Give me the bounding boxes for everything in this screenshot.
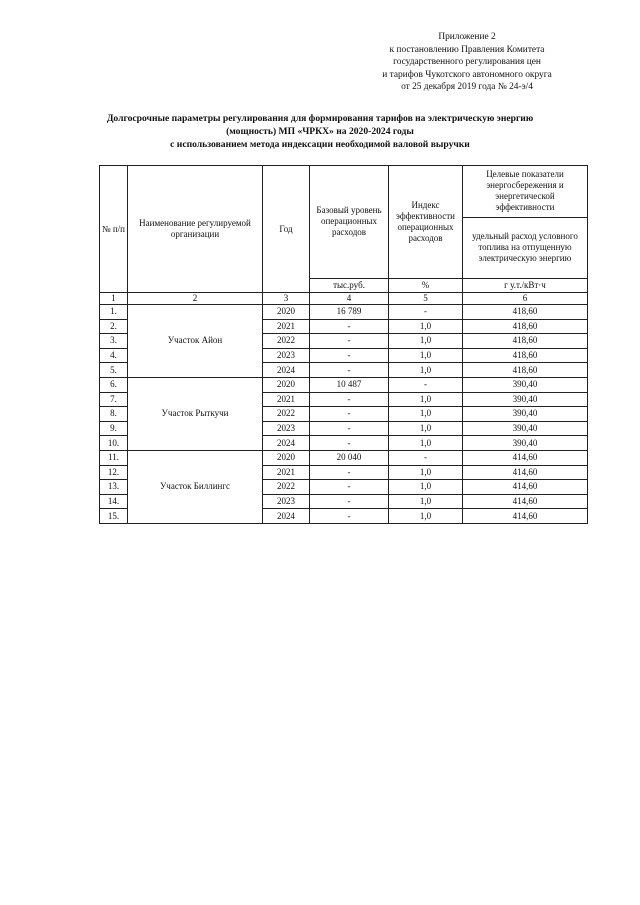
row-number: 9. (100, 421, 128, 436)
row-base: 16 789 (310, 305, 389, 320)
row-base: - (310, 319, 389, 334)
annex-line: Приложение 2 (438, 32, 496, 42)
row-index: 1,0 (389, 348, 463, 363)
row-value: 414,60 (463, 465, 588, 480)
row-base: - (310, 480, 389, 495)
row-value: 418,60 (463, 319, 588, 334)
row-index: 1,0 (389, 465, 463, 480)
row-index: 1,0 (389, 436, 463, 451)
row-value: 390,40 (463, 377, 588, 392)
table-row (100, 450, 588, 465)
row-index: 1,0 (389, 334, 463, 349)
row-base: - (310, 363, 389, 378)
parameters-table (99, 165, 588, 524)
row-year: 2021 (263, 319, 310, 334)
row-base: - (310, 421, 389, 436)
row-number: 11. (100, 450, 128, 465)
col-number: 6 (463, 293, 588, 305)
row-index: 1,0 (389, 319, 463, 334)
col-number: 3 (263, 293, 310, 305)
header-org: Наименование регулируемой организации (128, 166, 263, 293)
row-index: 1,0 (389, 407, 463, 422)
row-number: 5. (100, 363, 128, 378)
col-number: 1 (100, 293, 128, 305)
row-base: - (310, 436, 389, 451)
row-value: 418,60 (463, 363, 588, 378)
org-name: Участок Биллингс (128, 450, 263, 523)
row-year: 2024 (263, 509, 310, 524)
row-base: 10 487 (310, 377, 389, 392)
row-year: 2021 (263, 465, 310, 480)
row-number: 6. (100, 377, 128, 392)
row-year: 2023 (263, 348, 310, 363)
row-value: 390,40 (463, 392, 588, 407)
row-year: 2023 (263, 494, 310, 509)
header-index: Индекс эффективности операционных расходов (389, 166, 463, 279)
unit-base: тыс.руб. (310, 278, 389, 292)
col-number: 5 (389, 293, 463, 305)
row-index: 1,0 (389, 421, 463, 436)
title-line: Долгосрочные параметры регулирования для формирования тарифов на электрическую энергию (106, 113, 534, 124)
row-number: 14. (100, 494, 128, 509)
annex-line: от 25 декабря 2019 года № 24-э/4 (401, 82, 533, 93)
header-target: Целевые показатели энергосбережения и энергетической эффективности (463, 166, 588, 218)
row-value: 390,40 (463, 421, 588, 436)
row-year: 2022 (263, 334, 310, 349)
row-base: - (310, 509, 389, 524)
row-year: 2022 (263, 407, 310, 422)
row-number: 1. (100, 305, 128, 320)
row-index: 1,0 (389, 509, 463, 524)
annex-line: государственного регулирования цен (393, 57, 541, 68)
row-number: 12. (100, 465, 128, 480)
unit-target: г у.т./кВт·ч (463, 278, 588, 292)
row-index: - (389, 305, 463, 320)
row-year: 2022 (263, 480, 310, 495)
row-value: 418,60 (463, 305, 588, 320)
header-target-sub: удельный расход условного топлива на отпущенную электрическую энергию (463, 217, 588, 278)
title-line: (мощность) МП «ЧРКХ» на 2020-2024 годы (226, 125, 414, 137)
col-number: 2 (128, 293, 263, 305)
row-index: 1,0 (389, 480, 463, 495)
row-year: 2024 (263, 436, 310, 451)
row-value: 390,40 (463, 436, 588, 451)
org-name: Участок Айон (128, 305, 263, 378)
row-year: 2024 (263, 363, 310, 378)
row-value: 414,60 (463, 450, 588, 465)
row-year: 2020 (263, 305, 310, 320)
row-index: 1,0 (389, 494, 463, 509)
col-number: 4 (310, 293, 389, 305)
row-value: 414,60 (463, 494, 588, 509)
table-row (100, 305, 588, 320)
table-row (100, 377, 588, 392)
document-title (100, 113, 540, 151)
row-value: 390,40 (463, 407, 588, 422)
row-value: 418,60 (463, 348, 588, 363)
header-base: Базовый уровень операционных расходов (310, 166, 389, 279)
row-number: 7. (100, 392, 128, 407)
unit-index: % (389, 278, 463, 292)
annex-header (352, 31, 582, 94)
row-value: 418,60 (463, 334, 588, 349)
row-number: 4. (100, 348, 128, 363)
row-value: 414,60 (463, 509, 588, 524)
row-base: - (310, 392, 389, 407)
row-number: 13. (100, 480, 128, 495)
row-base: - (310, 465, 389, 480)
row-base: - (310, 494, 389, 509)
row-year: 2021 (263, 392, 310, 407)
row-index: - (389, 377, 463, 392)
row-index: 1,0 (389, 363, 463, 378)
row-value: 414,60 (463, 480, 588, 495)
row-index: - (389, 450, 463, 465)
row-base: - (310, 407, 389, 422)
row-index: 1,0 (389, 392, 463, 407)
annex-line: к постановлению Правления Комитета (389, 44, 545, 55)
row-number: 10. (100, 436, 128, 451)
row-year: 2020 (263, 377, 310, 392)
row-year: 2023 (263, 421, 310, 436)
row-number: 15. (100, 509, 128, 524)
row-base: - (310, 334, 389, 349)
header-num: № п/п (100, 166, 128, 293)
title-line: с использованием метода индексации необходимой валовой выручки (170, 138, 470, 150)
row-number: 2. (100, 319, 128, 334)
header-year: Год (263, 166, 310, 293)
row-number: 3. (100, 334, 128, 349)
row-year: 2020 (263, 450, 310, 465)
row-base: - (310, 348, 389, 363)
org-name: Участок Рыткучи (128, 377, 263, 450)
row-number: 8. (100, 407, 128, 422)
row-base: 20 040 (310, 450, 389, 465)
annex-line: и тарифов Чукотского автономного округа (382, 69, 552, 80)
